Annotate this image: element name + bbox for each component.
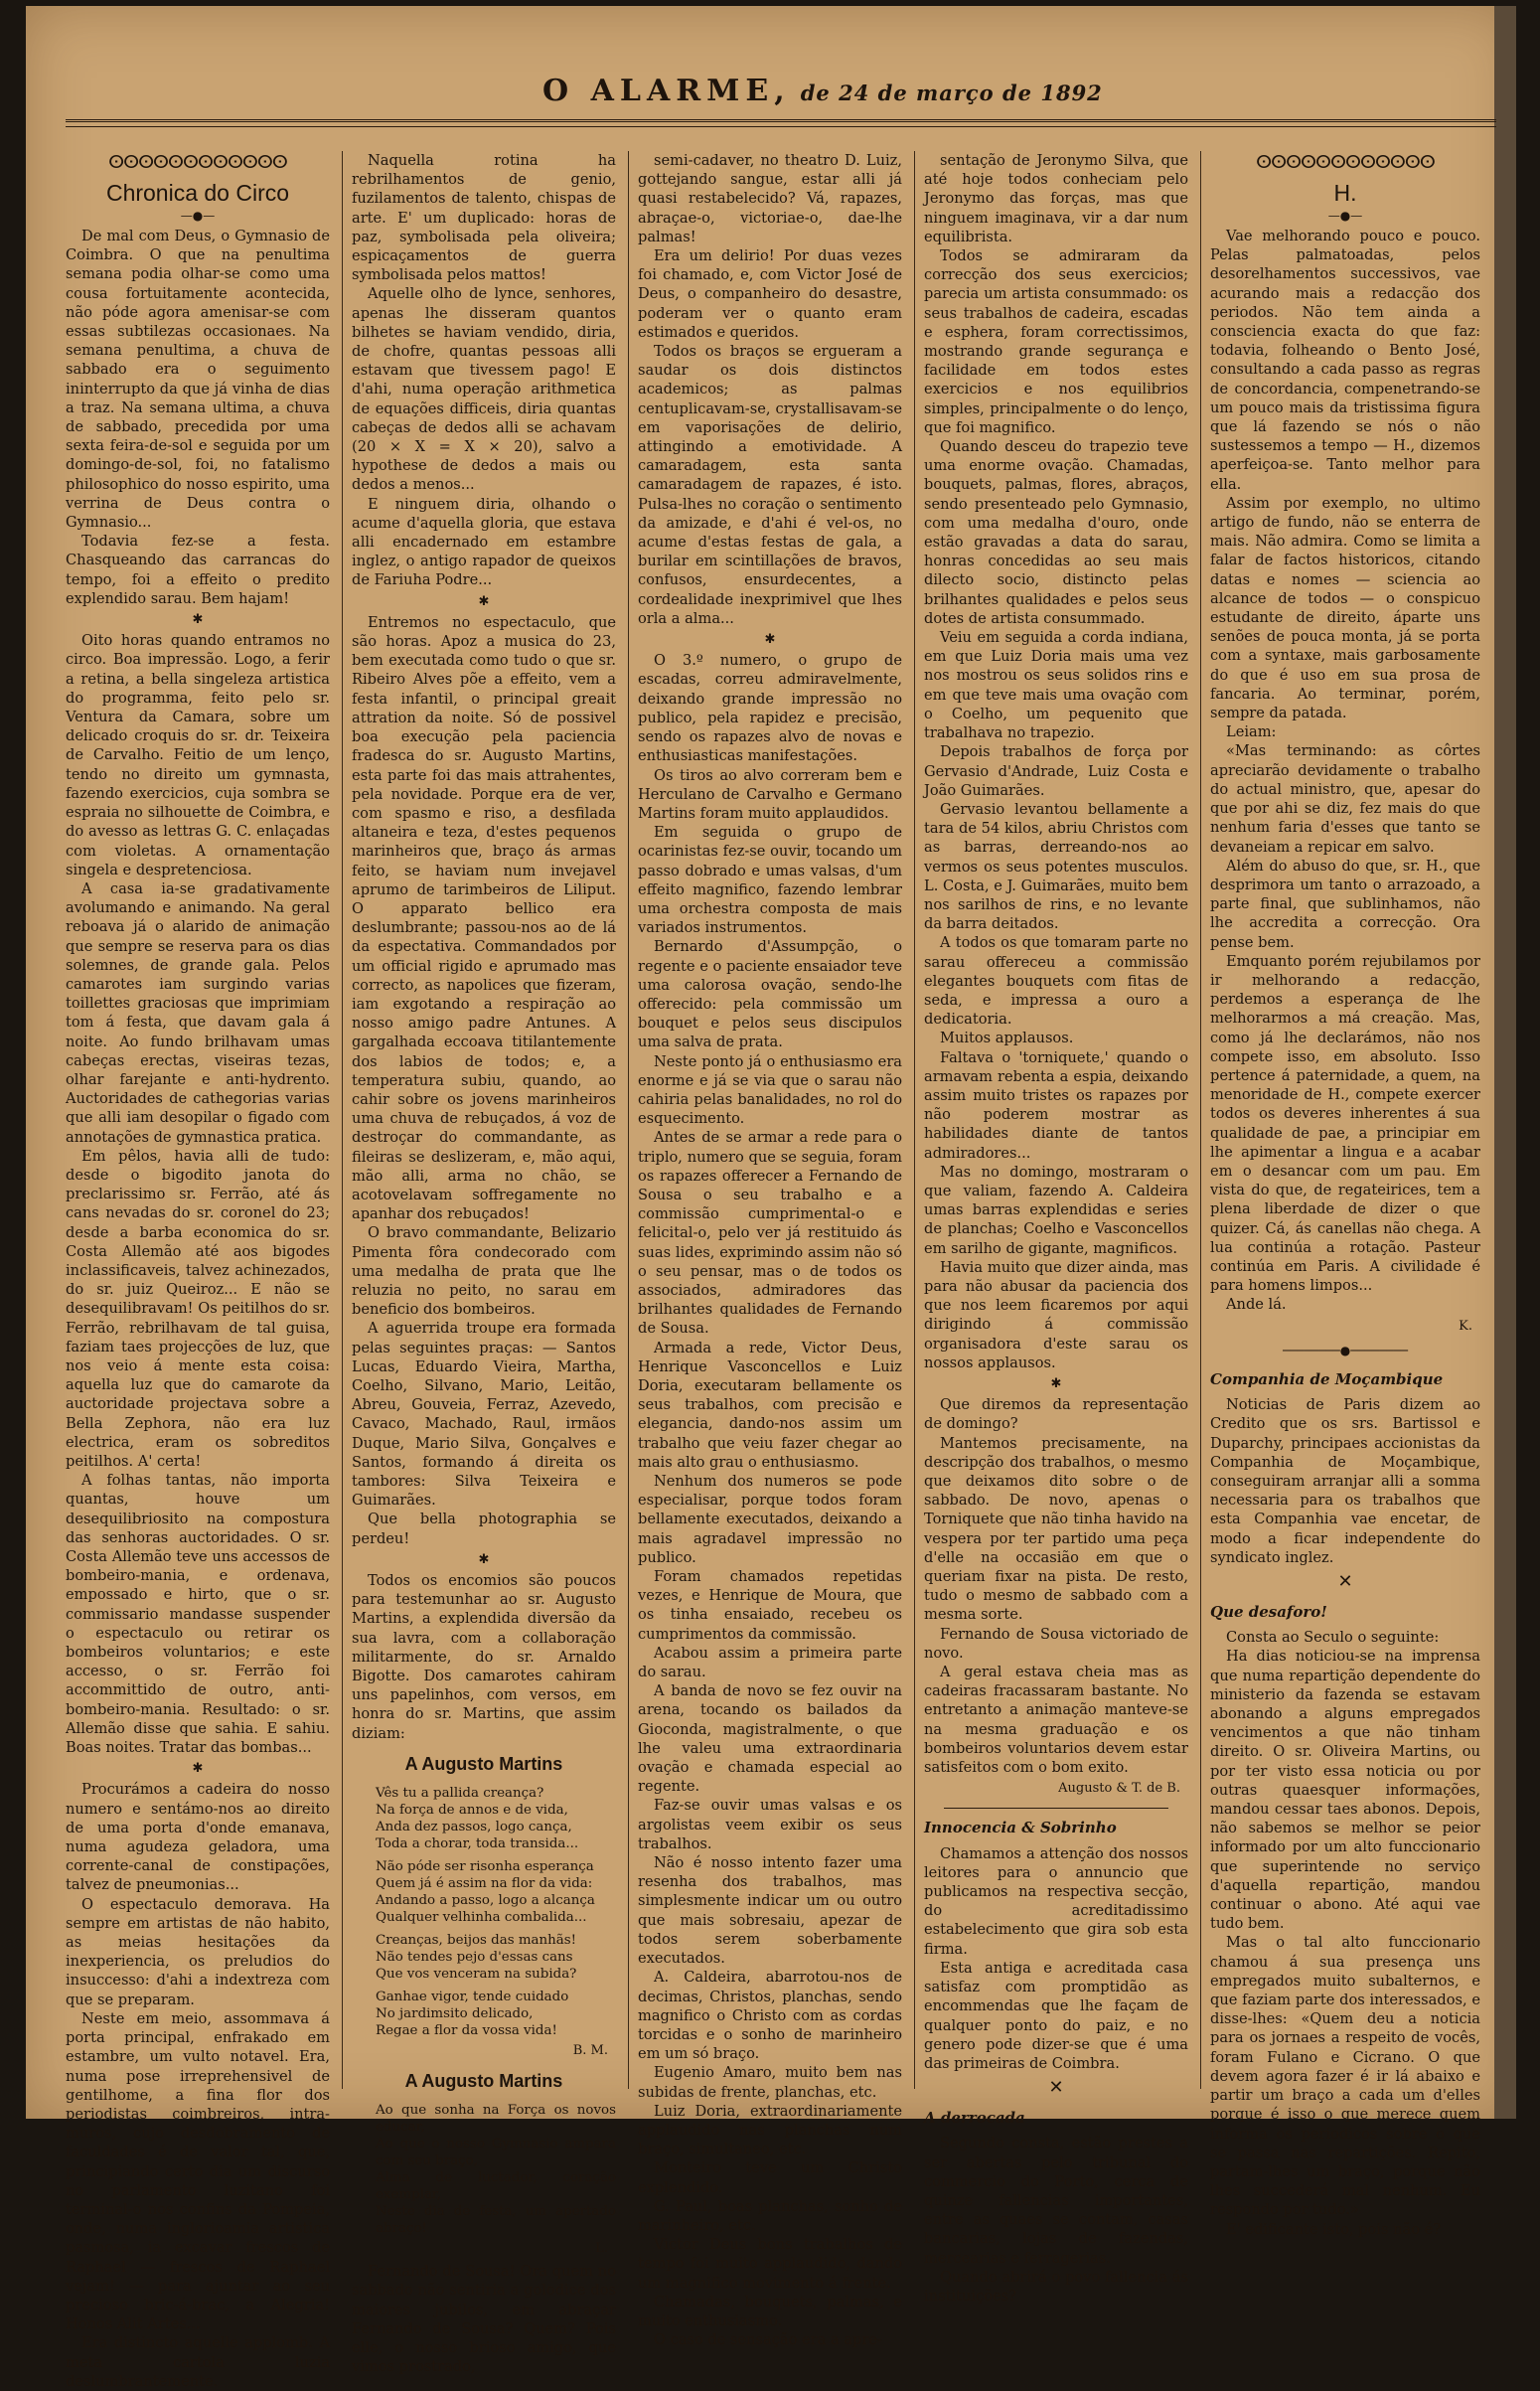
paragraph: Fernando de Sousa victoriado de novo.: [924, 1625, 1188, 1662]
poem-signature: B. M.: [572, 2042, 608, 2058]
ornament-banner: ⵙⵙⵙⵙⵙⵙⵙⵙⵙⵙⵙⵙ: [108, 152, 287, 173]
paragraph: Chamamos a attenção dos nossos leitores para o annuncio que publicamos na respectiva secção, do acreditadissimo estabelecimento que gira sob esta firma.: [924, 1844, 1188, 1958]
paragraph: Aquelle olho de lynce, senhores, apenas lhe disseram quantos bilhetes se haviam vendido, diria, de chofre, quantas pessoas alli estavam que tivessem pago! E d'ahi, numa operação arithmetica de equações difficeis, diria quantas cabeças de dedos alli se achavam (20 × X = X × 20), salvo a hypothese de dedos a mais ou dedos a menos...: [352, 285, 616, 494]
star-separator: ✱: [1050, 1376, 1062, 1391]
paragraph: Mas o tal alto funccionario chamou á sua presença uns empregados muito subalternos, e que faziam parte dos interessados, e disse-lhes: «Quem deu a noticia para os jornaes a respeito de vocês, foram Fulano e Cicrano. O que devem agora fazer é ir lá abaixo e partir um braço a cada um d'elles porque é isso o que merece quem informa os periodicos sobre o que se passa nas repartições. Repito, partam-lhes um braço, porque não lhes succederá mal nenhum. Eu respondo por tudo.»: [1210, 1934, 1480, 2219]
poem-line: Neste dia de festa, um apertado abraço!: [376, 2204, 616, 2237]
masthead-date: de 24 de março de 1892: [800, 80, 1103, 105]
paragraph: Faltava o 'torniquete,' quando o armavam rebenta a espia, deixando assim muito tristes os rapazes por não poderem mostrar as habilidades diante de tantos admiradores...: [924, 1048, 1188, 1162]
paragraph: Depois trabalhos de força por Gervasio d'Andrade, Luiz Costa e João Guimarães.: [924, 743, 1188, 799]
paragraph: Foram chamados repetidas vezes, e Henrique de Moura, que os tinha ensaiado, recebeu os cumprimentos da commissão.: [638, 1568, 902, 1643]
paragraph: Faz-se ouvir umas valsas e os argolistas veem exibir os seus trabalhos.: [638, 1797, 902, 1852]
paragraph: Gervasio levantou bellamente a tara de 54 kilos, abriu Christos com as barras, derreando-nos ao vermos os seus potentes musculos. L. Costa, e J. Guimarães, muito bem nos sarilhos de rins, e no levante da barra deitados.: [924, 800, 1188, 933]
paragraph: Monteiro teve um Christo explendido.: [638, 2159, 902, 2196]
masthead-rule-thin: [66, 126, 1496, 127]
paragraph: Ande lá.: [1226, 1296, 1287, 1314]
paragraph: Nenhum dos numeros se pode especialisar, porque todos foram bellamente executados, deixando a mais agradavel impressão no publico.: [638, 1473, 902, 1566]
poem-line: Não póde ser risonha esperança: [376, 1858, 594, 1874]
paragraph: Mantemos precisamente, na descripção dos trabalhos, o mesmo que deixamos dito sobre o de sabbado. De novo, apenas o Torniquete que não tinha havido na vespera por ter partido uma peça d'elle na occasião em que o queriam fixar na pista. De resto, tudo o mesmo de sabbado com a mesma sorte.: [924, 1434, 1188, 1624]
poem-line: Qualquer velhinha combalida...: [376, 1909, 587, 1925]
paragraph: De mal com Deus, o Gymnasio de Coimbra. O que na penultima semana podia olhar-se como uma cousa fortuitamente acontecida, não póde agora amenisar-se com essas subtilezas occasionaes. Na semana penultima, a chuva de sabbado era o seguimento ininterrupto da que já vinha de dias a traz. Na semana ultima, a chuva de sabbado, precedida por uma sexta feira-de-sol e seguida por um domingo-de-sol, foi, no fatalismo philosophico do nosso espirito, uma verrina de Deus contra o Gymnasio...: [66, 228, 330, 532]
paragraph: Armada a rede, Victor Deus, Henrique Vasconcellos e Luiz Doria, executaram bellamente os seus trabalhos, com precisão e elegancia, dando-nos assim um trabalho que veiu fazer chegar ao mais alto grau o enthusiasmo.: [638, 1339, 902, 1471]
column-divider: [914, 151, 915, 2089]
poem-line: Andando a passo, logo a alcança: [376, 1892, 595, 1908]
paragraph: Bernardo d'Assumpção, o regente e o paciente ensaiador teve uma calorosa ovação, sendo-lhe offerecido: pela commissão um bouquet e pelos seus discipulos uma salva de prata.: [638, 938, 902, 1051]
paragraph: Muitos applausos.: [940, 1030, 1074, 1047]
paragraph: O 3.º numero, o grupo de escadas, correu admiravelmente, deixando grande impressão no publico, pela rapidez e precisão, sendo os rapazes alvo de novas e enthusiasticas manifestações.: [638, 652, 902, 765]
paragraph: Oito horas quando entramos no circo. Boa impressão. Logo, a ferir a retina, a bella singeleza artistica do programma, feito pelo sr. Ventura da Camara, sobre um delicado croquis do sr. dr. Teixeira de Carvalho. Feitio de um lenço, tendo no direito um gymnasta, fazendo exercicios, cuja sombra se espraia no silhouette de Coimbra, e do avesso as lettras G. C. enlaçadas com violetas. A ornamentação singela e despretenciosa.: [66, 632, 330, 878]
paragraph: Eugenio Amaro, muito bem nas subidas de frente, planchas, etc.: [638, 2064, 902, 2101]
paragraph: Emquanto porém rejubilamos por ir melhorando a redacção, perdemos a esperança de lhe melhorarmos a má creação. Mas, como já lhe declarámos, não nos compete isso, em absoluto. Isso pertence á paternidade, a quem, na menoridade de H., compete exercer todos os deveres inherentes á sua qualidade de pae, a principiar em lhe apimentar a lingua e a acabar em o desancar com um pau. Em vista do que, de regateirices, tem a plena liberdade de dizer o que quizer. Cá, ás canellas não chega. A lua continúa a rotação. Pasteur continúa em Paris. A civilidade é para homens limpos...: [1210, 952, 1480, 1295]
column-divider: [342, 151, 343, 2089]
poem-line: Não tendes pejo d'essas cans: [376, 1949, 573, 1965]
paragraph: Havia muito que dizer ainda, mas para não abusar da paciencia dos que nos leem ficaremos por aqui dirigindo á commissão organisadora d'este sarau os nossos applausos.: [924, 1258, 1188, 1371]
poem-title: A Augusto Martins: [404, 1753, 563, 1774]
paragraph: Todos os encomios são poucos para testemunhar ao sr. Augusto Martins, a explendida diversão da sua lavra, com a collaboração militarmente, do sr. Arnaldo Bigotte. Dos camarotes cahiram uns papelinhos, com versos, em honra do sr. Martins, que assim diziam:: [352, 1572, 616, 1742]
paragraph: Quando desceu do trapezio teve uma enorme ovação. Chamadas, bouquets, palmas, flores, abraços, sendo presenteado pelo Gymnasio, com uma medalha d'ouro, onde estão gravadas a data do sarau, honras concedidas ao seu mais dilecto socio, distincto pelas brilhantes qualidades e pelos seus dotes de artista consummado.: [924, 438, 1188, 627]
paragraph: A. Caldeira, abarrotou-nos de decimas, Christos, planchas, sendo magnifico o Christo com as cordas torcidas e o sonho de marinheiro em um só braço.: [638, 1969, 902, 2063]
cross-separator-icon: ✕: [1048, 2077, 1064, 2099]
paragraph: Consta ao Seculo o seguinte:: [1226, 1629, 1440, 1647]
bullet-rule: —●—: [1327, 209, 1363, 223]
poem-line: Na força de annos e de vida,: [376, 1802, 568, 1818]
quotation: «Mas terminando: as côrtes apreciarão devidamente o trabalho do actual ministro, que, apesar do que por ahi se diz, fez mais do que nenhum faria d'esses que tanto se devaneiam a repicar em salvo.: [1210, 742, 1480, 856]
paragraph: A banda de novo se fez ouvir na arena, tocando os bailados da Gioconda, magistralmente, o que lhe valeu uma extraordinaria ovação e chamada especial ao regente.: [638, 1682, 902, 1796]
column-divider: [628, 151, 629, 2089]
paragraph: Noticias de Paris dizem ao Credito que os srs. Bartissol e Duparchy, principaes accionistas da Companhia de Moçambique, conseguiram arranjar alli a somma necessaria para os trabalhos que esta Companhia vae encetar, de modo a ficar independente do syndicato inglez.: [1210, 1396, 1480, 1566]
masthead: [542, 74, 1103, 108]
paragraph: Os tiros ao alvo correram bem e Herculano de Carvalho e Germano Martins foram muito applaudidos.: [638, 766, 902, 822]
paragraph: Antes de se armar a rede para o triplo, numero que se seguia, foram os rapazes offerecer a Fernando de Sousa o seu trabalho e a commissão cumprimental-o e felicital-o, pelo ver já restituido ás suas lides, exprimindo assim não só o seu pensar, mas o de todos os associados, admiradores das brilhantes qualidades de Fernando de Sousa.: [638, 1129, 902, 1338]
paragraph: Assim por exemplo, no ultimo artigo de fundo, não se enterra de mais. Não admira. Como se limita a falar de factos historicos, citando datas e nomes — sciencia ao alcance de todos — o conspicuo estudante de direito, áparte uns senões de pouca monta, já se porta com a syntaxe, mais garbosamente do que é uso em sua prosa de fancaria. Ao terminar, porém, sempre da patada.: [1210, 494, 1480, 722]
paragraph: Leiam:: [1226, 723, 1277, 741]
paragraph: O bravo commandante, Belizario Pimenta fôra condecorado com uma medalha de prata que lhe reluzia no peito, no sarau em beneficio dos bombeiros.: [352, 1224, 616, 1319]
divider-line: [944, 1808, 1168, 1809]
paragraph: A todos os que tomaram parte no sarau offereceu a commissão elegantes bouquets com fitas de seda, e impressa a ouro a dedicatoria.: [924, 934, 1188, 1029]
poem-line: Ganhae vigor, tende cuidado: [376, 1989, 569, 2004]
paragraph: Fernando de Sousa! Ora quem no sabbado não sentiria a golodice dos maiores jubilos, em abraçar Fernando de Sousa? Quem? Pois elle, o nosso brioso amigo, que vimos prostrado,: [352, 2263, 616, 2376]
bullet-rule: —●—: [180, 209, 216, 223]
paragraph: Naquella rotina ha rebrilhamentos de genio, fuzilamentos de talento, chispas de arte. E' um duplicado: horas de paz, symbolisada pela oliveira; espicaçamentos de guerra symbolisada pelos mattos!: [352, 152, 616, 284]
poem-1: [352, 1785, 616, 2039]
article-heading: Companhia de Moçambique: [1210, 1369, 1444, 1388]
section-title: H.: [1333, 180, 1357, 206]
star-separator: ✱: [192, 1761, 204, 1777]
poem-title: A Augusto Martins: [404, 2071, 563, 2092]
poem-line: Toda a chorar, toda transida...: [376, 1835, 579, 1851]
paragraph: Todos os braços se ergueram a saudar os dois distinctos academicos; as palmas centuplicavam-se, crystallisavam-se em vaporisações de delirio, attingindo a emotividade. A camaradagem, esta santa camaradagem de rapazes, é isto. Pulsa-lhes no coração o sentimento da amizade, e d'ahi é vel-os, no acume d'estas festas de gala, a burilar em scintillações de bravos, confusos, ensurdecentes, a cordealidade inexprimivel que lhes orla a alma...: [638, 343, 902, 627]
poem-line: Ao que sonha na Força os novos educar,: [376, 2103, 616, 2136]
paragraph: O espectaculo demorava. Ha sempre em artistas de não habito, as meias hesitações da inexperiencia, os preludios do insuccesso: d'ahi a indextreza com que se preparam.: [66, 1895, 330, 2008]
paragraph: Neste em meio, assommava á porta principal, enfrakado em estambre, um vulto notavel. Era, numa pose irreprehensivel de gentilhome, a fina flor dos periodistas coimbreiros, intra-muros, cujo desdobramento de faculdades é de valor tal, que, principiando certo dia um discurso no parlamento luzitano foi terminal-o nos confins da Pompeia, onde, numa inglorioamia artistica pasmosa, ia excavar frescos de Raphael — frescos de Raphael vejam! — para ajuntar ao seu precioso bric-á-brac, a Alegria! Honos Alit Artes...: [66, 2009, 330, 2333]
paragraph: Veiu em seguida a corda indiana, em que Luiz Doria mais uma vez nos mostrou os seus solidos rins e em que teve mais uma ovação com o Coelho, um pequenito que trabalhava no trapezio.: [924, 629, 1188, 742]
paragraph: Todos se admiraram da correcção dos seus exercicios; parecia um artista consummado: os seus trabalhos de cadeira, escadas e esphera, foram correctissimos, mostrando grande segurança e facilidade em todos estes exercicios e nos equilibrios simples, principalmente o do lenço, que foi magnifico.: [924, 247, 1188, 436]
poem-line: Que vos venceram na subida?: [376, 1966, 577, 1982]
column-divider: [1200, 151, 1201, 2089]
poem-line: Creanças, beijos das manhãs!: [376, 1932, 577, 1948]
paragraph: semi-cadaver, no theatro D. Luiz, gottejando sangue, estar alli já quasi restabelecido? Vá, rapazes, abraçae-o, victoriae-o, dae-lhe palmas!: [638, 152, 902, 245]
paragraph: Era distincto aquelle applomb. A meta cartola luzia deslumbrantemente.: [66, 2334, 330, 2390]
poem-line: Alma de luctador, coração exemplar,: [376, 2170, 616, 2203]
paragraph: Segundo consta, estão prestes a ser abertas pelo tribunal do commercio do Porto, cerca de quinze fallencias importantes, entre as quaes se contam, casas bancarias, lojas de fazendas, mercearias e ferragerias.: [924, 2135, 1188, 2267]
paragraph: Era um delirio! Por duas vezes foi chamado, e, com Victor José de Deus, o companheiro do desastre, poderam ver o quanto eram estimados e queridos.: [638, 247, 902, 341]
paragraph: Vae melhorando pouco e pouco. Pelas palmatoadas, pelos desorelhamentos successivos, vae acurando mais a redacção dos periodos. Não tem ainda a consciencia exacta do que faz: todavia, folheando o Bento José, consultando a cada passo as regras de concordancia, compenetrando-se um pouco mais da tristissima figura que lá fazendo se nós o não sustessemos a tempo — H., dizemos aperfeiçoa-se. Tanto melhor para ella.: [1210, 228, 1480, 493]
paragraph: Todavia fez-se a festa. Chasqueando das carrancas do tempo, foi a effeito o predito explendido sarau. Bem hajam!: [66, 533, 330, 607]
star-separator: ✱: [478, 593, 490, 609]
paragraph: Ha dias noticiou-se na imprensa que numa repartição dependente do ministerio da fazenda se estavam abonando a alguns empregados vencimentos a que não tinham direito. O sr. Oliveira Martins, ou por ter visto essa noticia ou por outras quaesquer informações, mandou cessar taes abonos. Depois, não sabemos se melhor se peior informado por um alto funccionario que superintende no serviço d'aquella repartição, mandou continuar o abono. Até aqui vae tudo bem.: [1210, 1648, 1480, 1933]
column-2: [352, 151, 616, 2376]
paragraph: Mas no domingo, mostraram o que valiam, fazendo A. Caldeira umas barras explendidas e series de planchas; Coelho e Vasconcellos em sarilho de gigante, magnificos.: [924, 1163, 1188, 1257]
poem-line: Vês tu a pallida creança?: [376, 1785, 544, 1801]
paragraph: Em pêlos, havia alli de tudo: desde o bigodito janota do preclarissimo sr. Ferrão, até ás cans nevadas do sr. coronel do 23; desde a barba economica do sr. Costa Allemão até aos bigodes inclassificaveis, talvez achinezados, do sr. juiz Queiroz... E não se desequilibravam! Os peitilhos do sr. Ferrão, rebrilhavam de tal guisa, faziam taes projecções de luz, que nos veio á mente esta coisa: aquella luz que do camarote da auctoridade projectava sobre a Bella Zephora, não era luz electrica, eram os sobreditos peitilhos. A' certa!: [66, 1147, 330, 1470]
paragraph: Neste ponto já o enthusiasmo era enorme e já se via que o sarau não cahiria pelas banalidades, no rol do esquecimento.: [638, 1052, 902, 1128]
paragraph: A casa ia-se gradativamente avolumando e animando. Na geral reboava já o alarido de animação que sempre se reserva para os dias solemnes, de grande gala. Pelos camarotes iam surgindo varias toillettes graciosas que imprimiam tom á festa, que davam gala á noite. Ao fundo brilhavam umas cabeças erectas, viseiras tezas, olhar farejante e anti-hydrento. Auctoridades de cathegorias varias que alli iam desopilar o figado com annotações de gymnastica pratica.: [66, 879, 330, 1146]
column-4: [924, 151, 1188, 2305]
paragraph: Não é nosso intento fazer uma resenha dos trabalhos, mas simplesmente indicar um ou outro que mais sobresaiu, apezar de todos serem soberbamente executados.: [638, 1854, 902, 1968]
star-separator: ✱: [764, 632, 776, 648]
masthead-title: O ALARME,: [542, 74, 791, 108]
paragraph: Entremos no espectaculo, que são horas. Apoz a musica do 23, bem executada como tudo o que sr. Ribeiro Alves põe a effeito, vem a festa infantil, o principal greait attration da noite. Só de possivel boa execução pela paciencia fradesca do sr. Augusto Martins, esta parte foi das mais attrahentes, pela novidade. Porque era de ver, com spasmo e riso, a desfilada altaneira e teza, d'estes pequenos marinheiros que, braço ás armas feito, se haviam num invejavel aprumo de tarimbeiros de Liliput. O apparato bellico era deslumbrante; passou-nos ao de lá da espectativa. Commandados por um official rigido e aprumado mas correcto, as napolices que fizeram, iam exgotando a respiração ao nosso amigo padre Antunes. A gargalhada eccoava titilantemente dos labios de todos; e, a temperatura subiu, quando, ao cahir sobre os jovens marinheiros uma chuva de rebuçados, á voz de destroçar do commandante, as fileiras se deslizeram, e, mão aqui, mão alli, arma no chão, se acotovelavam soffregamente no apanhar dos rebuçados!: [352, 613, 616, 1223]
paragraph: G. Paul, boas planchas, sonho de marinheiro, etc.: [638, 2197, 902, 2234]
paragraph: sentação de Jeronymo Silva, que até hoje todos conheciam pelo Jeronymo das forças, mas que ninguem imaginava, vir a dar num equilibrista.: [924, 152, 1188, 245]
paragraph: A aguerrida troupe era formada pelas seguintes praças: — Santos Lucas, Eduardo Vieira, Martha, Coelho, Silvano, Mario, Leitão, Abreu, Gouveia, Ferraz, Azevedo, Cavaco, Machado, Raul, irmãos Duque, Mario Silva, Gonçalves e Santos, formando á direita os tambores: Silva Teixeira e Guimarães.: [352, 1320, 616, 1510]
poem-line: No jardimsito delicado,: [376, 2005, 534, 2021]
paragraph: Victor Deus bons trabalhos de tempo foi muito applaudido, dando um magnifico movimento á frente.: [638, 2236, 902, 2292]
paragraph: Que bella photographia se perdeu!: [352, 1511, 616, 1547]
paragraph: Quando abrirá o povo fallencia ás instituições?: [924, 2268, 1188, 2305]
star-separator: ✱: [478, 1551, 490, 1567]
masthead-rule: [66, 119, 1496, 122]
section-title: Chronica do Circo: [105, 180, 290, 206]
column-5: [1210, 151, 1480, 2238]
article-heading: Innocencia & Sobrinho: [924, 1819, 1117, 1837]
ornament-banner: ⵙⵙⵙⵙⵙⵙⵙⵙⵙⵙⵙⵙ: [1256, 152, 1435, 173]
paragraph: Procurámos a cadeira do nosso numero e sentámo-nos ao direito de uma porta d'onde emanava, numa agudeza geladora, uma corrente-canal de constipações, talvez de pneumonias...: [66, 1781, 330, 1894]
paragraph: Que diremos da representação de domingo?: [924, 1396, 1188, 1433]
paragraph: E ninguem diria, olhando o acume d'aquella gloria, que estava alli encadernado em estambre inglez, o antigo rapador de queixos de Fariuha Podre...: [352, 495, 616, 589]
star-separator: ✱: [192, 612, 204, 628]
article-signature: K.: [1459, 1318, 1472, 1334]
poem-2: [352, 2102, 616, 2237]
paragraph: Em seguida o grupo de ocarinistas fez-se ouvir, tocando um passo dobrado e umas valsas, d'um effeito magnifico, fazendo lembrar uma orchestra composta de mais variados instrumentos.: [638, 824, 902, 937]
paragraph: A folhas tantas, não importa quantas, houve um desequilibriosito na compostura das senhoras auctoridades. O sr. Costa Allemão teve uns accessos de bombeiro-mania, e ordenava, empossado e hirto, que o sr. commissario mandasse suspender o espectaculo ou retirar os bombeiros voluntarios; e este accesso, o sr. Ferrão foi accommittido de outro, anti-bombeiro-mania. Resultado: o sr. Allemão disse que sahia. E sahiu. Boas noites. Tratar das bombas...: [66, 1472, 330, 1757]
paragraph: Luiz Doria, extraordinariamente applaudido nas planchas num braço, simultaneo, etc.: [638, 2102, 902, 2158]
paragraph: E' edificante isto, pois não é?: [1226, 2220, 1442, 2238]
column-1: [66, 151, 330, 2390]
paragraph: O caso de sensação era a apre-: [654, 2331, 882, 2349]
column-3: [638, 151, 902, 2349]
divider-line: ────────●────────: [1282, 1343, 1409, 1357]
cross-separator-icon: ✕: [1337, 1571, 1353, 1593]
paragraph: Além do abuso do que, sr. H., que desprimora um tanto o arrazoado, a parte final, que sublinhamos, não lhe accredita a correcção. Ora pense bem.: [1210, 857, 1480, 951]
paragraph: Acabou assim a primeira parte do sarau.: [638, 1644, 902, 1681]
poem-line: Ao que o nosso Gymnasio ampara com seu braço,: [376, 2137, 616, 2169]
article-signature: Augusto & T. de B.: [1058, 1781, 1180, 1797]
article-heading: Que desaforo!: [1210, 1603, 1327, 1622]
poem-line: Regae a flor da vossa vida!: [376, 2022, 557, 2038]
binding-strip: [1494, 6, 1516, 2119]
poem-signature: L.: [595, 2241, 608, 2257]
paragraph: Esta antiga e acreditada casa satisfaz com promptidão as encommendas que lhe façam de qualquer ponto do paiz, e no genero pode dizer-se que é uma das primeiras de Coimbra.: [924, 1959, 1188, 2072]
poem-line: Quem já é assim na flor da vida:: [376, 1875, 593, 1891]
article-heading: A derrocada: [924, 2109, 1025, 2128]
paragraph: A geral estava cheia mas as cadeiras fracassaram bastante. No entretanto a animação manteve-se na mesma graduação e os bombeiros voluntarios devem estar satisfeitos com o bom exito.: [924, 1664, 1188, 1777]
paragraph: Chamadas, bouquets, palmas, e muito enthusiasmo.: [638, 2293, 902, 2329]
poem-line: Anda dez passos, logo cança,: [376, 1819, 572, 1834]
newspaper-page: [26, 6, 1516, 2390]
